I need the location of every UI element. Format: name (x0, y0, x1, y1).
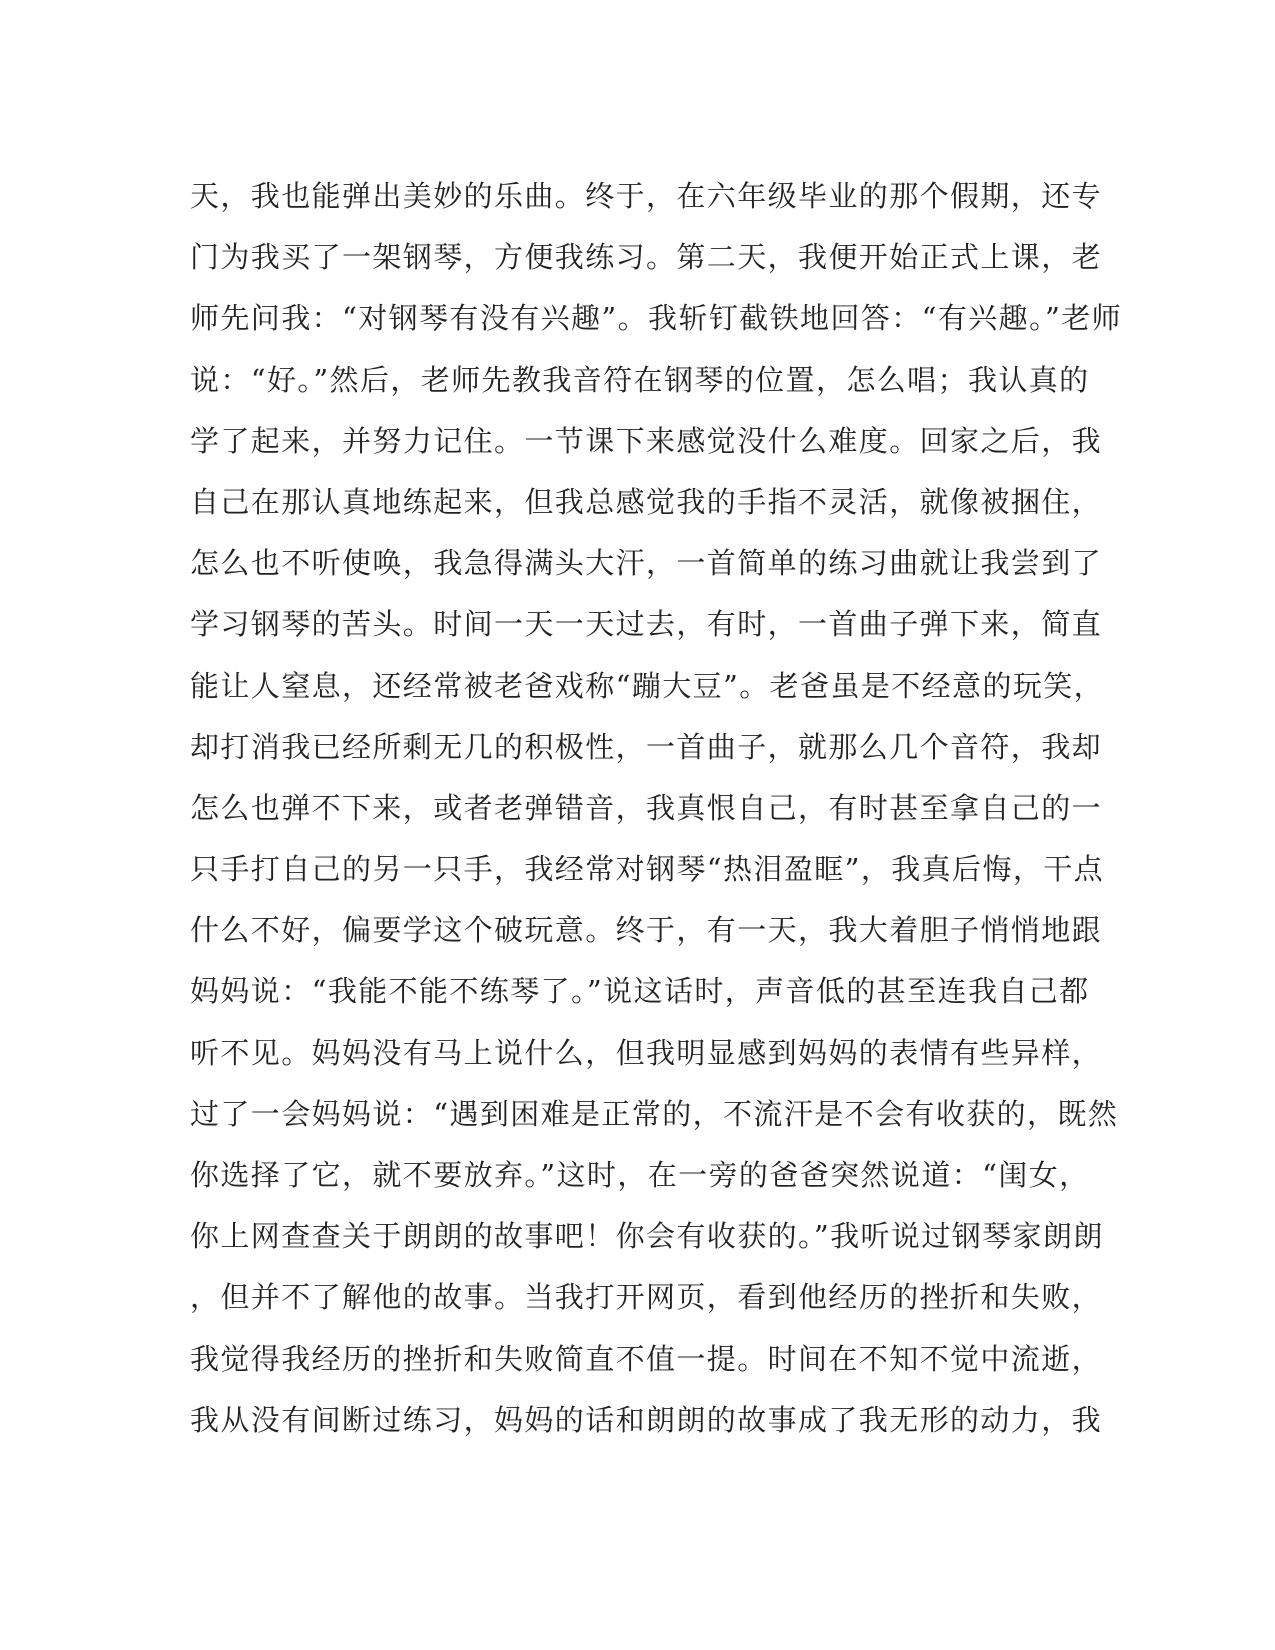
text-line: 只手打自己的另一只手，我经常对钢琴“热泪盈眶”，我真后悔，干点 (190, 852, 1105, 887)
text-line: 怎么也弹不下来，或者老弹错音，我真恨自己，有时甚至拿自己的一 (190, 790, 1103, 825)
text-line: 你选择了它，就不要放弃。”这时，在一旁的爸爸突然说道：“闺女， (190, 1158, 1090, 1192)
text-line: 怎么也不听使唤，我急得满头大汗，一首简单的练习曲就让我尝到了 (190, 546, 1103, 581)
text-line: 天，我也能弹出美妙的乐曲。终于，在六年级毕业的那个假期，还专 (190, 179, 1103, 213)
text-line: 能让人窒息，还经常被老爸戏称“蹦大豆”。老爸虽是不经意的玩笑， (190, 668, 1105, 703)
text-line: 说：“好。”然后，老师先教我音符在钢琴的位置，怎么唱；我认真的 (190, 362, 1090, 397)
text-line: 师先问我：“对钢琴有没有兴趣”。我斩钉截铁地回答：“有兴趣。”老师 (190, 301, 1123, 336)
body-text (190, 166, 1123, 1451)
text-line: 门为我买了一架钢琴，方便我练习。第二天，我便开始正式上课，老 (190, 240, 1103, 275)
text-line: 却打消我已经所剩无几的积极性，一首曲子，就那么几个音符，我却 (190, 729, 1103, 764)
text-line: 学习钢琴的苦头。时间一天一天过去，有时，一首曲子弹下来，简直 (190, 607, 1103, 642)
text-line: 自己在那认真地练起来，但我总感觉我的手指不灵活，就像被捆住， (190, 484, 1103, 519)
text-line: 你上网查查关于朗朗的故事吧！你会有收获的。”我听说过钢琴家朗朗 (190, 1219, 1104, 1254)
text-line: 学了起来，并努力记住。一节课下来感觉没什么难度。回家之后，我 (190, 423, 1103, 458)
text-line: 我觉得我经历的挫折和失败简直不值一提。时间在不知不觉中流逝， (190, 1341, 1103, 1376)
text-line: 妈妈说：“我能不能不练琴了。”说这话时，声音低的甚至连我自己都 (190, 974, 1090, 1009)
text-line: 我从没有间断过练习，妈妈的话和朗朗的故事成了我无形的动力，我 (190, 1402, 1103, 1437)
text-line: 过了一会妈妈说：“遇到困难是正常的，不流汗是不会有收获的，既然 (190, 1096, 1119, 1131)
text-line: 什么不好，偏要学这个破玩意。终于，有一天，我大着胆子悄悄地跟 (190, 913, 1103, 948)
text-line: 听不见。妈妈没有马上说什么，但我明显感到妈妈的表情有些异样， (190, 1035, 1103, 1070)
text-line: ，但并不了解他的故事。当我打开网页，看到他经历的挫折和失败， (190, 1280, 1103, 1315)
